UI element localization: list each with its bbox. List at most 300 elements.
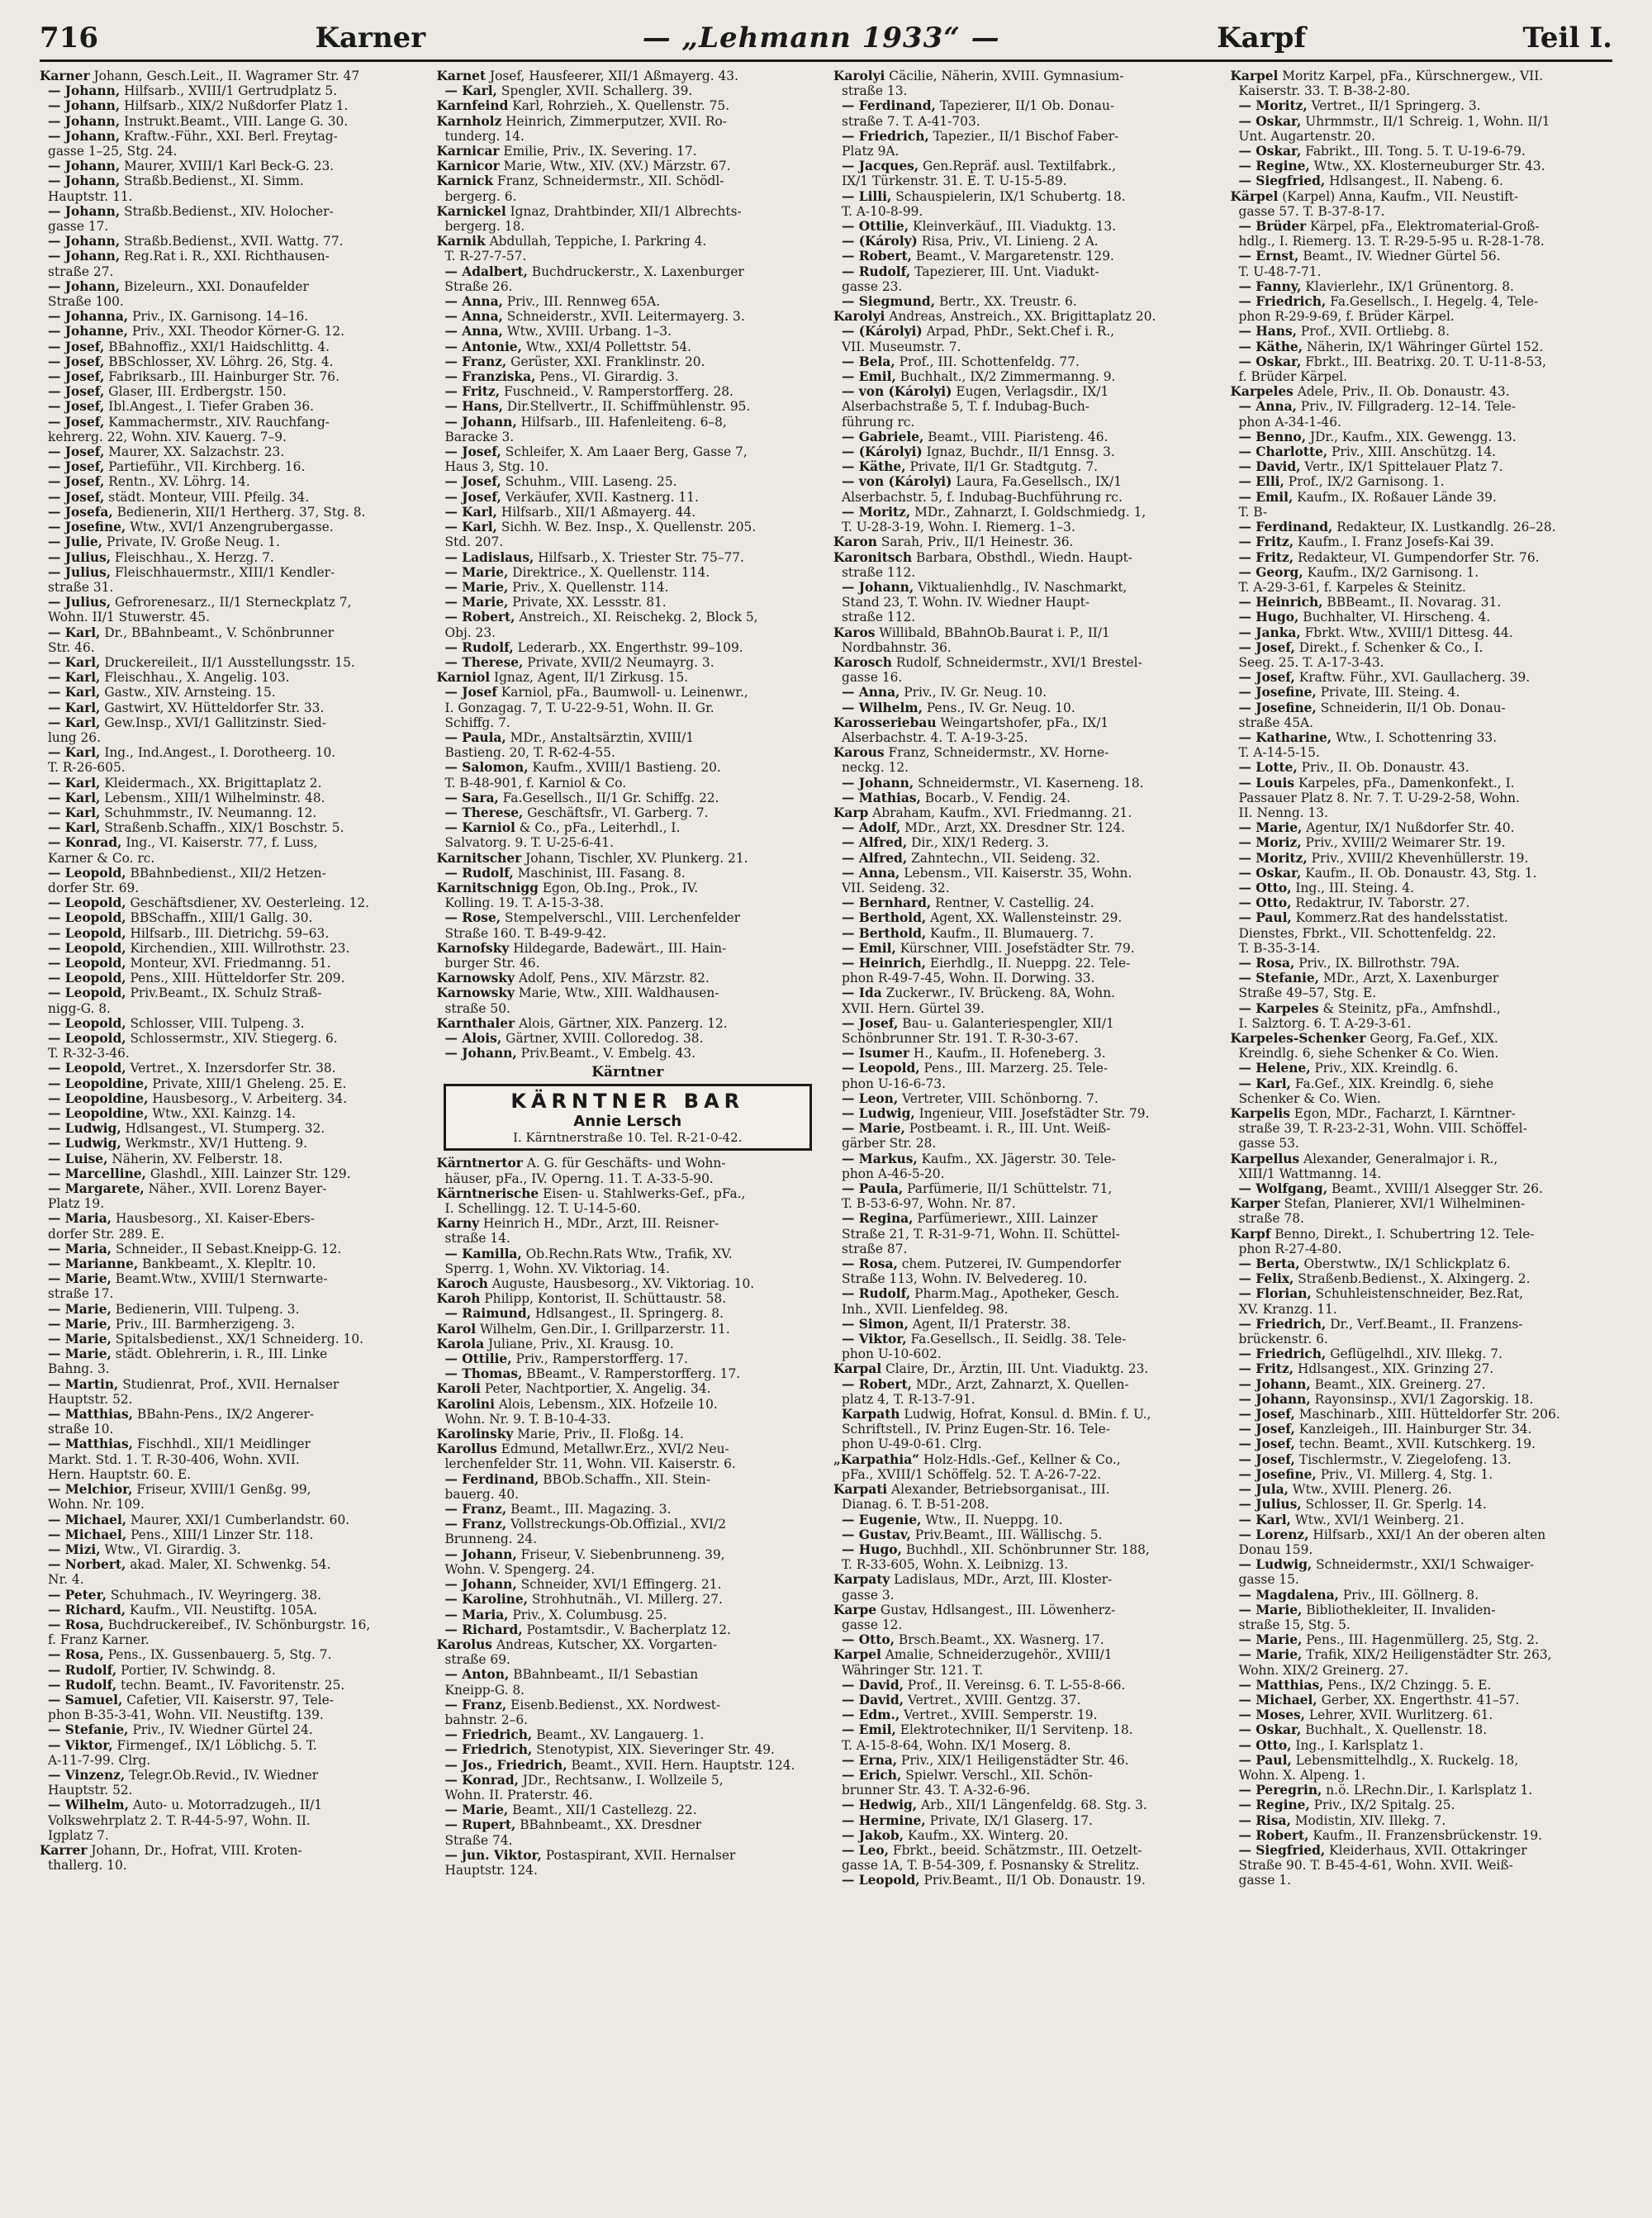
entry-name: — Hermine, (842, 1812, 926, 1828)
entry-text: Rudolf, Schneidermstr., XVI/1 Brestel- (891, 654, 1142, 670)
entry-text: brunner Str. 43. T. A-32-6-96. (842, 1783, 1031, 1798)
directory-entry (437, 1351, 819, 1366)
entry-name: — Moritz, (1238, 850, 1308, 866)
entry-name: — Leopoldine, (48, 1076, 149, 1091)
directory-entry (40, 610, 422, 625)
entry-text: Buchhalter, VI. Hirscheng. 4. (1298, 610, 1491, 625)
entry-text: Lehrer, XVII. Wurlitzerg. 61. (1305, 1707, 1493, 1723)
entry-text: Private, XVII/2 Neumayrg. 3. (523, 654, 714, 670)
entry-name: Karpel (1230, 69, 1279, 83)
entry-name: — Ottilie, (444, 1351, 512, 1367)
entry-name: — Rose, (444, 910, 501, 926)
entry-name: — Maria, (48, 1241, 112, 1256)
entry-name: — Käthe, (1238, 339, 1303, 354)
entry-text: MDr., Arzt, XX. Dresdner Str. 124. (900, 820, 1126, 836)
directory-entry (833, 69, 1216, 83)
entry-name: — Josef, (1238, 639, 1295, 655)
entry-text: Edmund, Metallwr.Erz., XVI/2 Neu- (496, 1441, 729, 1457)
entry-name: — Konrad, (48, 835, 122, 851)
entry-name: — Johann, (48, 203, 121, 219)
directory-entry (437, 1261, 819, 1276)
entry-text: straße 10. (48, 1422, 114, 1437)
directory-entry (40, 98, 422, 113)
entry-text: Portier, IV. Schwindg. 8. (116, 1662, 276, 1678)
entry-text: Priv., IV. Gr. Neug. 10. (900, 685, 1047, 701)
entry-text: Heinrich, Zimmerputzer, XVII. Ro- (501, 113, 728, 129)
directory-entry (437, 640, 819, 655)
entry-name: — Anton, (444, 1667, 510, 1683)
directory-entry (437, 234, 819, 249)
directory-entry (1231, 1407, 1613, 1422)
directory-entry (1231, 640, 1613, 655)
entry-text: Stenotypist, XIX. Sieveringer Str. 49. (532, 1742, 775, 1758)
directory-entry (833, 384, 1216, 399)
entry-name: — Josef, (48, 414, 105, 430)
entry-text: Eisen- u. Stahlwerks-Gef., pFa., (539, 1185, 746, 1201)
entry-name: — Karl, (444, 520, 497, 535)
directory-entry (1231, 1286, 1613, 1301)
entry-text: Hdlsangest., XIX. Grinzing 27. (1294, 1361, 1494, 1377)
directory-entry (1231, 354, 1613, 369)
directory-entry (437, 1742, 819, 1757)
entry-name: — Leopold, (842, 1873, 920, 1888)
entry-name: — Johann, (48, 159, 121, 174)
directory-entry (40, 534, 422, 549)
entry-text: Fuschneid., V. Ramperstorfferg. 28. (500, 384, 733, 400)
entry-text: Kaufm., II. Franzensbrückenstr. 19. (1308, 1827, 1543, 1843)
directory-entry (437, 69, 819, 83)
entry-name: — Johann, (48, 98, 121, 114)
entry-text: Glaser, III. Erdbergstr. 150. (104, 384, 287, 400)
entry-text: Private, III. Steing. 4. (1316, 685, 1460, 701)
directory-entry (833, 1407, 1216, 1422)
directory-entry (833, 1001, 1216, 1016)
entry-name: — Stefanie, (1238, 971, 1320, 986)
entry-name: — Michael, (48, 1512, 127, 1527)
directory-entry (833, 1798, 1216, 1812)
entry-name: — Matthias, (48, 1407, 134, 1422)
directory-entry (1231, 534, 1613, 549)
entry-text: Bibliothekleiter, II. Invaliden- (1302, 1602, 1496, 1617)
entry-text: Priv.Beamt., V. Embelg. 43. (516, 1046, 696, 1062)
entry-text: Firmengef., IX/1 Löblichg. 5. T. (112, 1737, 317, 1753)
entry-text: A-11-7-99. Clrg. (48, 1752, 151, 1768)
entry-text: f. Franz Karner. (48, 1632, 150, 1648)
entry-text: neckg. 12. (842, 760, 909, 776)
entry-text: & Co., pFa., Leiterhdl., I. (515, 820, 681, 836)
entry-name: — von (Károlyi) (842, 474, 952, 490)
entry-name: Karnik (436, 234, 486, 249)
entry-name: — Franz, (444, 354, 507, 369)
directory-entry (833, 640, 1216, 655)
entry-text: Barbara, Obsthdl., Wiedn. Haupt- (912, 549, 1132, 565)
entry-text: Straße 113, Wohn. IV. Belvedereg. 10. (842, 1271, 1088, 1287)
entry-name: — Karl, (48, 715, 101, 730)
entry-text: Hauptstr. 11. (48, 188, 133, 204)
entry-name: — Leopold, (48, 925, 126, 941)
directory-entry (437, 1001, 819, 1016)
directory-entry (833, 715, 1216, 730)
directory-entry (833, 986, 1216, 1000)
directory-entry (1231, 1121, 1613, 1136)
entry-name: — Siegmund, (842, 294, 936, 310)
entry-name: — Ludwig, (1238, 1557, 1313, 1573)
entry-text: Priv., II. Ob. Donaustr. 43. (1297, 760, 1469, 776)
directory-entry (833, 399, 1216, 414)
directory-entry (40, 1166, 422, 1181)
directory-entry (437, 910, 819, 925)
directory-entry (40, 1678, 422, 1693)
directory-entry (40, 1031, 422, 1046)
directory-entry (1231, 550, 1613, 565)
directory-entry (1231, 415, 1613, 430)
entry-text: Hdlsangest., II. Springerg. 8. (531, 1306, 724, 1322)
entry-text: Fa.Gesellsch., I. Hegelg. 4, Tele- (1326, 294, 1539, 310)
entry-name: — Otto, (1238, 1737, 1292, 1753)
entry-name: — David, (842, 1677, 904, 1693)
entry-text: Kanzleigeh., III. Hainburger Str. 34. (1294, 1422, 1532, 1437)
entry-name: — Leopoldine, (48, 1106, 149, 1122)
entry-name: — Berthold, (842, 925, 927, 941)
entry-text: Spitalsbedienst., XX/1 Schneiderg. 10. (111, 1332, 364, 1347)
entry-text: gasse 53. (1238, 1136, 1299, 1152)
entry-name: — Edm., (842, 1707, 900, 1723)
entry-text: Fbrkt. Wtw., XVIII/1 Dittesg. 44. (1300, 625, 1513, 640)
directory-entry (40, 1106, 422, 1121)
entry-text: Druckereileit., II/1 Ausstellungsstr. 15. (100, 654, 355, 670)
entry-name: — Rudolf, (842, 264, 911, 279)
directory-entry (437, 1276, 819, 1291)
directory-entry (1231, 1452, 1613, 1467)
directory-entry (40, 264, 422, 279)
directory-entry (833, 219, 1216, 234)
directory-entry (1231, 1152, 1613, 1166)
directory-entry (833, 1513, 1216, 1527)
entry-text: Spielwr. Verschl., XII. Schön- (901, 1767, 1093, 1783)
entry-name: — Josef, (842, 1015, 899, 1031)
directory-entry (833, 1377, 1216, 1392)
directory-entry (1231, 98, 1613, 113)
entry-name: Karolyi (833, 309, 885, 325)
directory-entry (1231, 219, 1613, 234)
directory-entry (833, 1843, 1216, 1858)
directory-entry (437, 159, 819, 173)
entry-text: Pens., IV. Gr. Neug. 10. (922, 700, 1075, 715)
entry-text: hdlg., I. Riemerg. 13. T. R-29-5-95 u. R-28-1-78. (1238, 234, 1545, 249)
entry-name: — Karpeles (1238, 1000, 1319, 1016)
directory-entry (40, 595, 422, 610)
entry-text: Bedienerin, XII/1 Hertherg. 37, Stg. 8. (112, 504, 366, 520)
entry-text: Schiffg. 7. (444, 715, 510, 730)
entry-name: — Johanna, (48, 309, 129, 325)
entry-text: Pens., IX. Gussenbauerg. 5, Stg. 7. (103, 1647, 332, 1663)
entry-text: Buchhalt., IX/2 Zimmermanng. 9. (895, 369, 1116, 385)
entry-text: chem. Putzerei, IV. Gumpendorfer (897, 1256, 1122, 1272)
entry-name: — Wolfgang, (1238, 1181, 1328, 1197)
directory-entry (40, 1542, 422, 1557)
directory-entry (40, 340, 422, 354)
directory-entry (437, 1306, 819, 1321)
entry-name: — Marie, (1238, 1647, 1303, 1663)
directory-entry (1231, 279, 1613, 294)
entry-text: Lebensmittelhdlg., X. Ruckelg. 18, (1291, 1752, 1519, 1768)
entry-name: Karpel (833, 1647, 881, 1663)
directory-entry (1231, 249, 1613, 264)
directory-entry (40, 1572, 422, 1587)
entry-text: bergerg. 6. (444, 188, 517, 204)
entry-text: Straße 74. (444, 1832, 513, 1848)
entry-name: — Leopold, (48, 940, 126, 956)
directory-entry (40, 444, 422, 459)
entry-text: Ignaz, Drahtbinder, XII/1 Albrechts- (506, 203, 742, 219)
entry-text: straße 112. (842, 610, 916, 625)
directory-entry (1231, 1527, 1613, 1542)
entry-text: gasse 23. (842, 278, 903, 294)
directory-entry (40, 69, 422, 83)
entry-name: — Julius, (48, 595, 112, 610)
entry-text: Priv., XIII. Anschützg. 14. (1327, 444, 1497, 460)
directory-entry (1231, 1061, 1613, 1076)
entry-name: — Jula, (1238, 1482, 1289, 1498)
entry-text: Näherin, XV. Felberstr. 18. (107, 1151, 283, 1166)
entry-name: — Johann, (444, 1046, 517, 1062)
entry-text: lerchenfelder Str. 11, Wohn. VII. Kaiserstr. 6. (444, 1456, 736, 1472)
entry-name: — Matthias, (1238, 1677, 1324, 1693)
directory-entry (437, 595, 819, 610)
directory-entry (40, 354, 422, 369)
directory-entry (1231, 1798, 1613, 1812)
directory-entry (833, 1166, 1216, 1181)
entry-name: — Julius, (1238, 1497, 1302, 1513)
entry-text: Kaufm., XVIII/1 Bastieng. 20. (528, 760, 721, 776)
directory-entry (40, 941, 422, 956)
entry-text: Straße 26. (444, 278, 513, 294)
entry-text: Monteur, XVI. Friedmanng. 51. (126, 955, 331, 971)
entry-name: — Antonie, (444, 339, 522, 354)
entry-text: techn. Beamt., XVII. Kutschkerg. 19. (1294, 1437, 1536, 1452)
entry-name: Karner (40, 69, 90, 83)
entry-text: Kürschner, VIII. Josefstädter Str. 79. (895, 940, 1135, 956)
directory-entry (1231, 791, 1613, 805)
entry-name: — Marie, (48, 1346, 112, 1362)
directory-entry (437, 565, 819, 580)
directory-entry (40, 1663, 422, 1678)
entry-text: Fbrkt., beeid. Schätzmstr., III. Oetzelt- (889, 1842, 1142, 1858)
entry-text: Brsch.Beamt., XX. Wasnerg. 17. (895, 1632, 1104, 1648)
entry-name: — Berta, (1238, 1256, 1300, 1272)
directory-entry (833, 114, 1216, 129)
directory-entry (437, 505, 819, 520)
entry-text: Pens., VI. Girardig. 3. (535, 369, 679, 385)
entry-name: — Paul, (1238, 910, 1292, 926)
entry-text: gasse 17. (48, 219, 109, 235)
directory-entry (40, 309, 422, 324)
entry-text: Verkäufer, XVII. Kastnerg. 11. (501, 489, 699, 505)
entry-text: Geschäftsfr., VI. Garberg. 7. (523, 805, 709, 820)
directory-entry (40, 234, 422, 249)
entry-name: — Ottilie, (842, 219, 909, 235)
entry-text: Redakteur, IX. Lustkandlg. 26–28. (1332, 520, 1556, 535)
entry-name: Karpe (833, 1602, 877, 1617)
entry-name: Karnitschnigg (436, 880, 539, 895)
directory-entry (437, 956, 819, 971)
entry-name: — Marie, (842, 1121, 905, 1137)
directory-entry (40, 1181, 422, 1196)
entry-name: — Karl, (48, 745, 101, 761)
directory-entry (833, 745, 1216, 760)
entry-text: straße 69. (444, 1652, 510, 1668)
directory-entry (437, 1592, 819, 1607)
directory-entry (833, 1392, 1216, 1407)
entry-text: Passauer Platz 8. Nr. 7. T. U-29-2-58, Wohn. (1238, 790, 1520, 805)
entry-text: T. U-28-3-19, Wohn. I. Riemerg. 1–3. (842, 520, 1075, 535)
directory-entry (437, 805, 819, 820)
entry-name: — Mizi, (48, 1541, 101, 1557)
entry-name: — Simon, (842, 1316, 909, 1332)
directory-entry (40, 1196, 422, 1211)
directory-entry (833, 249, 1216, 264)
entry-text: Wohn. X. Alpeng. 1. (1238, 1767, 1366, 1783)
entry-text: Stefan, Planierer, XVI/1 Wilhelminen- (1279, 1196, 1526, 1212)
entry-name: — Wilhelm, (48, 1798, 129, 1813)
directory-entry (40, 1738, 422, 1753)
directory-entry (1231, 1858, 1613, 1873)
entry-name: Karpati (833, 1482, 888, 1498)
directory-entry (1231, 820, 1613, 835)
directory-entry (1231, 1271, 1613, 1286)
directory-entry (40, 249, 422, 264)
directory-entry (1231, 1437, 1613, 1451)
entry-text: Maurer, XVIII/1 Karl Beck-G. 23. (120, 159, 335, 174)
entry-text: Tapezierer, III. Unt. Viadukt- (910, 264, 1099, 279)
entry-text: Wohn. V. Spengerg. 24. (444, 1561, 596, 1577)
entry-text: T. B-35-3-14. (1238, 940, 1321, 956)
directory-entry (833, 835, 1216, 850)
entry-text: Uhrmmstr., II/1 Schreig. 1, Wohn. II/1 (1301, 113, 1550, 129)
directory-entry (437, 1322, 819, 1337)
directory-entry (40, 655, 422, 670)
directory-entry (1231, 1091, 1613, 1106)
entry-name: — Marie, (48, 1301, 112, 1317)
entry-text: Willibald, BBahnOb.Baurat i. P., II/1 (875, 625, 1110, 640)
directory-entry (1231, 1422, 1613, 1437)
entry-text: Prof., IX/2 Garnisong. 1. (1284, 474, 1445, 490)
entry-name: — Emil, (842, 1722, 896, 1738)
directory-entry (437, 173, 819, 188)
entry-text: Peter, Nachtportier, X. Angelig. 34. (480, 1381, 711, 1397)
entry-name: — Oskar, (1238, 144, 1302, 159)
entry-text: Hilfsarb., XXI/1 An der oberen alten (1308, 1527, 1546, 1542)
directory-entry (40, 1513, 422, 1527)
directory-entry (1231, 1873, 1613, 1888)
entry-text: MDr., Anstaltsärztin, XVIII/1 (506, 729, 695, 745)
entry-name: Karola (436, 1336, 485, 1351)
entry-text: Private, IX/1 Glaserg. 17. (925, 1812, 1093, 1828)
directory-entry (1231, 324, 1613, 339)
entry-text: Maurer, XX. Salzachstr. 23. (104, 444, 285, 460)
entry-text: Bedienerin, VIII. Tulpeng. 3. (111, 1301, 300, 1317)
directory-entry (40, 1557, 422, 1572)
entry-name: — Jos., Friedrich, (444, 1757, 567, 1773)
entry-name: — Friedrich, (444, 1742, 533, 1758)
entry-name: — (Károly) (842, 234, 918, 249)
directory-entry (437, 1171, 819, 1186)
directory-entry (437, 1216, 819, 1231)
entry-text: Schlossermstr., XIV. Stiegerg. 6. (126, 1031, 338, 1046)
entry-text: Wtw., VI. Girardig. 3. (100, 1541, 241, 1557)
entry-text: Kreindlg. 6, siehe Schenker & Co. Wien. (1238, 1046, 1499, 1062)
entry-text: Fa.Gef., XIX. Kreindlg. 6, siehe (1290, 1076, 1494, 1091)
directory-entry (40, 910, 422, 925)
entry-name: Karpeles (1230, 384, 1294, 400)
directory-entry (1231, 926, 1613, 941)
entry-text: Ludwig, Hofrat, Konsul. d. BMin. f. U., (900, 1407, 1151, 1422)
entry-name: — Paula, (444, 729, 506, 745)
entry-text: Bastieng. 20, T. R-62-4-55. (444, 745, 615, 761)
directory-entry (1231, 309, 1613, 324)
entry-text: Wtw., XXI. Kainzg. 14. (148, 1106, 296, 1122)
entry-text: Std. 207. (444, 534, 504, 550)
entry-name: — Johann, (1238, 1376, 1311, 1392)
entry-name: — Franz, (444, 1517, 507, 1532)
directory-entry (437, 474, 819, 489)
entry-text: Postaspirant, XVII. Hernalser (541, 1847, 736, 1863)
directory-entry (437, 1412, 819, 1427)
directory-entry (40, 971, 422, 986)
directory-entry (40, 1121, 422, 1136)
entry-text: Abraham, Kaufm., XVI. Friedmanng. 21. (868, 805, 1132, 820)
directory-entry (40, 1091, 422, 1106)
entry-text: Hilfsarb., XIX/2 Nußdorfer Platz 1. (120, 98, 349, 114)
entry-text: Obj. 23. (444, 625, 496, 640)
directory-entry (833, 820, 1216, 835)
entry-name: — Lorenz, (1238, 1527, 1309, 1542)
entry-name: Karnfeind (436, 98, 509, 114)
entry-name: — Käthe, (842, 459, 906, 475)
column-1 (40, 69, 422, 1888)
directory-entry (833, 1317, 1216, 1332)
entry-name: — Leopold, (842, 1061, 920, 1076)
entry-name: — Kamilla, (444, 1246, 522, 1261)
directory-entry (833, 1647, 1216, 1662)
directory-entry (437, 1517, 819, 1532)
entry-text: BBahnoffiz., XXI/1 Haidschlittg. 4. (104, 339, 330, 354)
directory-entry (833, 324, 1216, 339)
entry-text: Direkt., f. Schenker & Co., I. (1294, 639, 1483, 655)
entry-name: Karnowsky (436, 971, 515, 986)
entry-text: Priv., XVIII/2 Weimarer Str. 19. (1301, 835, 1506, 851)
directory-entry (40, 159, 422, 173)
entry-text: Egon, MDr., Facharzt, I. Kärntner- (1289, 1106, 1516, 1122)
entry-name: — Marie, (48, 1332, 112, 1347)
directory-entry (1231, 505, 1613, 520)
entry-text: Bertr., XX. Treustr. 6. (935, 294, 1077, 310)
entry-text: Ibl.Angest., I. Tiefer Graben 36. (104, 399, 315, 415)
directory-entry (833, 354, 1216, 369)
directory-entry (437, 610, 819, 625)
entry-name: — Paul, (1238, 1752, 1292, 1768)
entry-text: Johann, Gesch.Leit., II. Wagramer Str. 47 (89, 69, 360, 83)
directory-entry (437, 580, 819, 595)
entry-text: Dianag. 6. T. B-51-208. (842, 1497, 990, 1513)
directory-entry (437, 98, 819, 113)
entry-name: — Alois, (444, 1031, 502, 1046)
directory-entry (833, 234, 1216, 249)
directory-entry (437, 791, 819, 805)
entry-text: phon A-46-5-20. (842, 1166, 945, 1181)
entry-name: — David, (1238, 459, 1301, 475)
directory-entry (1231, 1722, 1613, 1737)
